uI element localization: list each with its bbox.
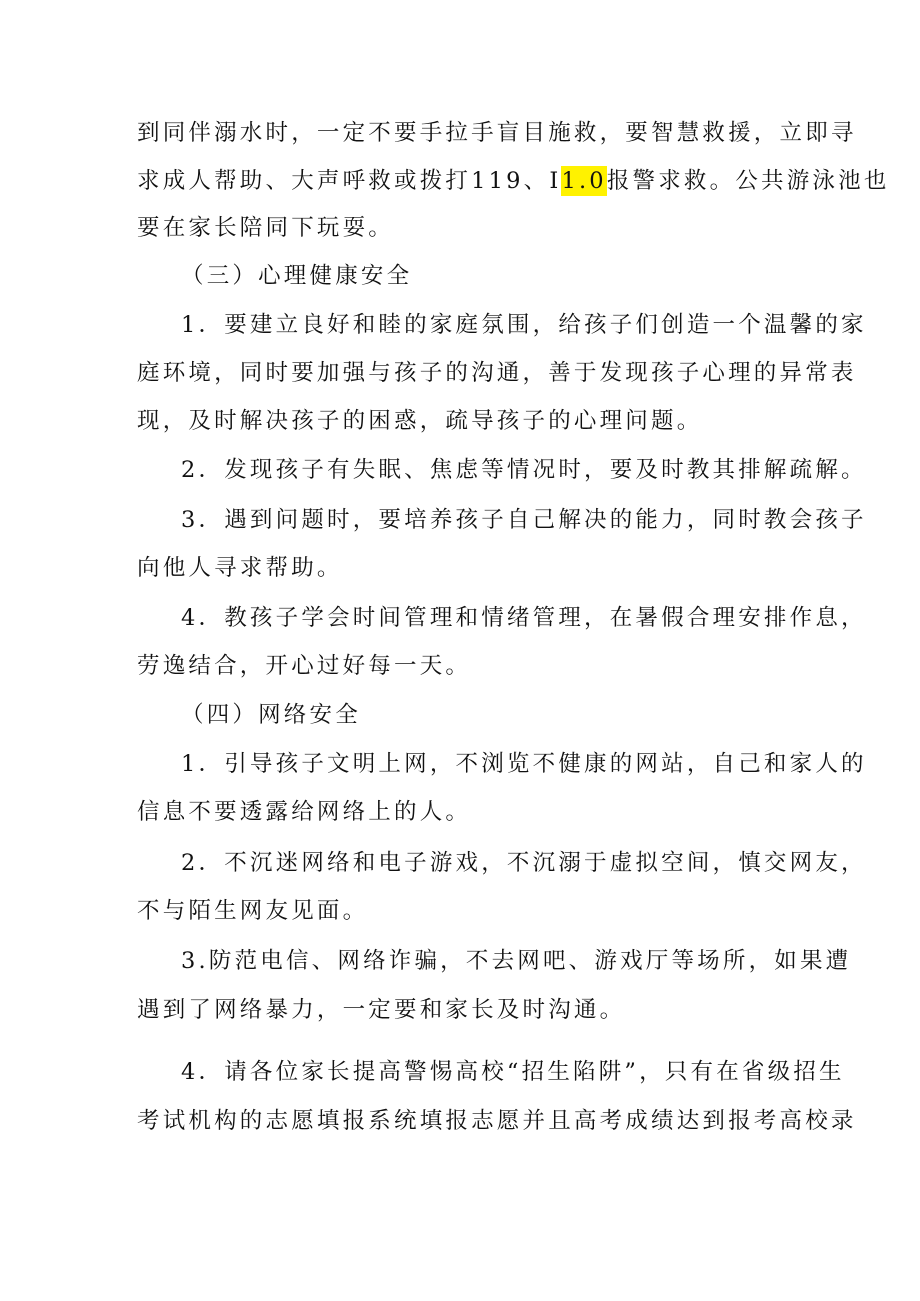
paragraph-line: 考试机构的志愿填报系统填报志愿并且高考成绩达到报考高校录 [137,1108,857,1134]
paragraph-line [137,161,920,201]
text-run: 报警求救。公共游泳池也 [606,168,890,194]
section-heading: （四）网络安全 [181,702,361,728]
paragraph-line: 劳逸结合，开心过好每一天。 [137,653,472,679]
paragraph-line: 要在家长陪同下玩耍。 [137,215,395,241]
paragraph-line: 到同伴溺水时，一定不要手拉手盲目施救，要智慧救援，立即寻 [137,120,857,146]
highlighted-text: 1.0 [561,168,607,194]
paragraph-line: 1．要建立良好和睦的家庭氛围，给孩子们创造一个温馨的家 [181,312,867,338]
paragraph-line: 遇到了网络暴力，一定要和家长及时沟通。 [137,997,626,1023]
paragraph-line: 2．不沉迷网络和电子游戏，不沉溺于虚拟空间，慎交网友， [181,850,867,876]
paragraph-line: 现，及时解决孩子的困惑，疏导孩子的心理问题。 [137,408,703,434]
paragraph-line: 2．发现孩子有失眠、焦虑等情况时，要及时教其排解疏解。 [181,457,867,483]
text-run: 求成人帮助、大声呼救或拨打119、I [137,168,562,194]
paragraph-line: 信息不要透露给网络上的人。 [137,799,472,825]
paragraph-line: 向他人寻求帮助。 [137,555,343,581]
section-heading: （三）心理健康安全 [181,263,413,289]
paragraph-line: 不与陌生网友见面。 [137,898,369,924]
paragraph-line: 3．遇到问题时，要培养孩子自己解决的能力，同时教会孩子 [181,507,867,533]
paragraph-line: 4．教孩子学会时间管理和情绪管理，在暑假合理安排作息， [181,605,867,631]
paragraph-line: 庭环境，同时要加强与孩子的沟通，善于发现孩子心理的异常表 [137,360,857,386]
paragraph-line: 1．引导孩子文明上网，不浏览不健康的网站，自己和家人的 [181,751,867,777]
paragraph-line: 3.防范电信、网络诈骗，不去网吧、游戏厅等场所，如果遭 [181,948,852,974]
paragraph-line: 4．请各位家长提高警惕高校“招生陷阱”，只有在省级招生 [181,1059,845,1085]
